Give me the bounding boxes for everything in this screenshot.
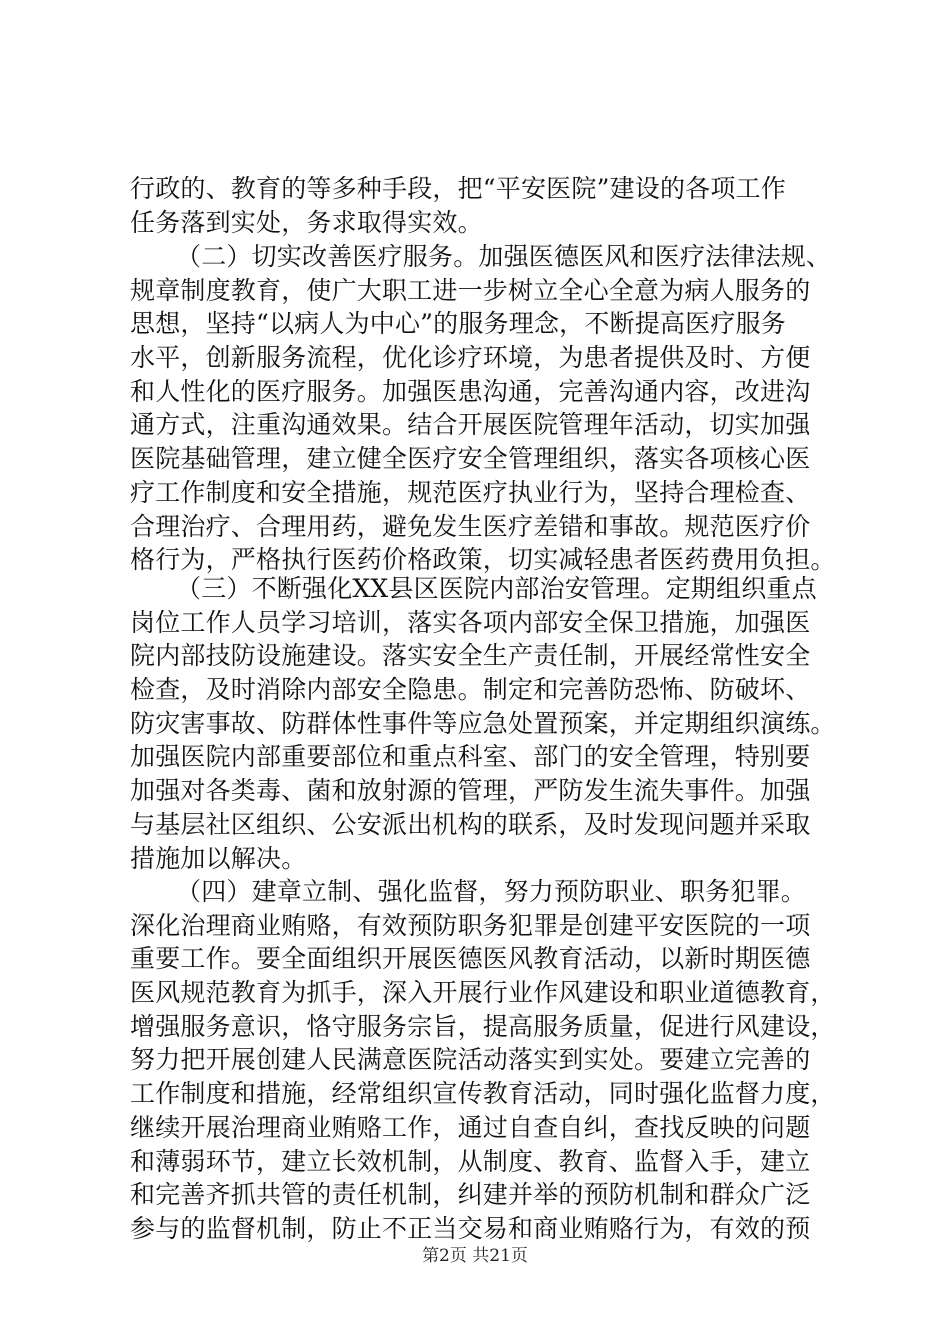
text-line: 任务落到实处，务求取得实效。 bbox=[130, 207, 483, 237]
text-line: 和人性化的医疗服务。加强医患沟通，完善沟通内容，改进沟 bbox=[130, 376, 811, 406]
text-line: 和完善齐抓共管的责任机制，纠建并举的预防机制和群众广泛 bbox=[130, 1180, 811, 1210]
paragraph-continuation bbox=[130, 172, 850, 239]
text-line: 疗工作制度和安全措施，规范医疗执业行为，坚持合理检查、 bbox=[130, 477, 811, 507]
paragraph-section-2 bbox=[130, 240, 850, 577]
text-line: 检查，及时消除内部安全隐患。制定和完善防恐怖、防破坏、 bbox=[130, 675, 811, 705]
text-line: 格行为，严格执行医药价格政策，切实减轻患者医药费用负担。 bbox=[130, 545, 836, 575]
text-line: 水平，创新服务流程，优化诊疗环境，为患者提供及时、方便 bbox=[130, 343, 811, 373]
text-line: 重要工作。要全面组织开展医德医风教育活动，以新时期医德 bbox=[130, 944, 811, 974]
text-line: 医院基础管理，建立健全医疗安全管理组织，落实各项核心医 bbox=[130, 444, 811, 474]
text-line: 努力把开展创建人民满意医院活动落实到实处。要建立完善的 bbox=[130, 1045, 811, 1075]
text-line: 防灾害事故、防群体性事件等应急处置预案，并定期组织演练。 bbox=[130, 708, 836, 738]
text-line: 参与的监督机制，防止不正当交易和商业贿赂行为，有效的预 bbox=[130, 1213, 811, 1243]
text-line: 加强对各类毒、菌和放射源的管理，严防发生流失事件。加强 bbox=[130, 776, 811, 806]
text-line: 岗位工作人员学习培训，落实各项内部安全保卫措施，加强医 bbox=[130, 607, 811, 637]
text-line: 和薄弱环节，建立长效机制，从制度、教育、监督入手，建立 bbox=[130, 1146, 811, 1176]
text-line: （三）不断强化XX县区医院内部治安管理。定期组织重点 bbox=[176, 574, 817, 603]
paragraph-section-4 bbox=[130, 875, 850, 1246]
text-line: （四）建章立制、强化监督，努力预防职业、职务犯罪。 bbox=[176, 877, 807, 906]
text-line: 措施加以解决。 bbox=[130, 843, 307, 873]
text-line: 深化治理商业贿赂，有效预防职务犯罪是创建平安医院的一项 bbox=[130, 910, 811, 940]
text-line: 合理治疗、合理用药，避免发生医疗差错和事故。规范医疗价 bbox=[130, 511, 811, 541]
text-line: 院内部技防设施建设。落实安全生产责任制，开展经常性安全 bbox=[130, 641, 811, 671]
text-line: 工作制度和措施，经常组织宣传教育活动，同时强化监督力度， bbox=[130, 1079, 836, 1109]
text-line: 与基层社区组织、公安派出机构的联系，及时发现问题并采取 bbox=[130, 809, 811, 839]
text-line: 思想，坚持“以病人为中心”的服务理念，不断提高医疗服务 bbox=[130, 309, 786, 339]
text-line: 行政的、教育的等多种手段，把“平安医院”建设的各项工作 bbox=[130, 174, 786, 203]
text-line: 通方式，注重沟通效果。结合开展医院管理年活动，切实加强 bbox=[130, 410, 811, 440]
page-number-footer: 第2页 共21页 bbox=[422, 1246, 528, 1266]
text-line: 规章制度教育，使广大职工进一步树立全心全意为病人服务的 bbox=[130, 275, 811, 305]
text-line: 医风规范教育为抓手，深入开展行业作风建设和职业道德教育， bbox=[130, 978, 836, 1008]
paragraph-section-3 bbox=[130, 572, 850, 875]
text-line: （二）切实改善医疗服务。加强医德医风和医疗法律法规、 bbox=[176, 242, 832, 271]
text-line: 增强服务意识，恪守服务宗旨，提高服务质量，促进行风建设， bbox=[130, 1011, 836, 1041]
text-line: 继续开展治理商业贿赂工作，通过自查自纠，查找反映的问题 bbox=[130, 1112, 811, 1142]
text-line: 加强医院内部重要部位和重点科室、部门的安全管理，特别要 bbox=[130, 742, 811, 772]
